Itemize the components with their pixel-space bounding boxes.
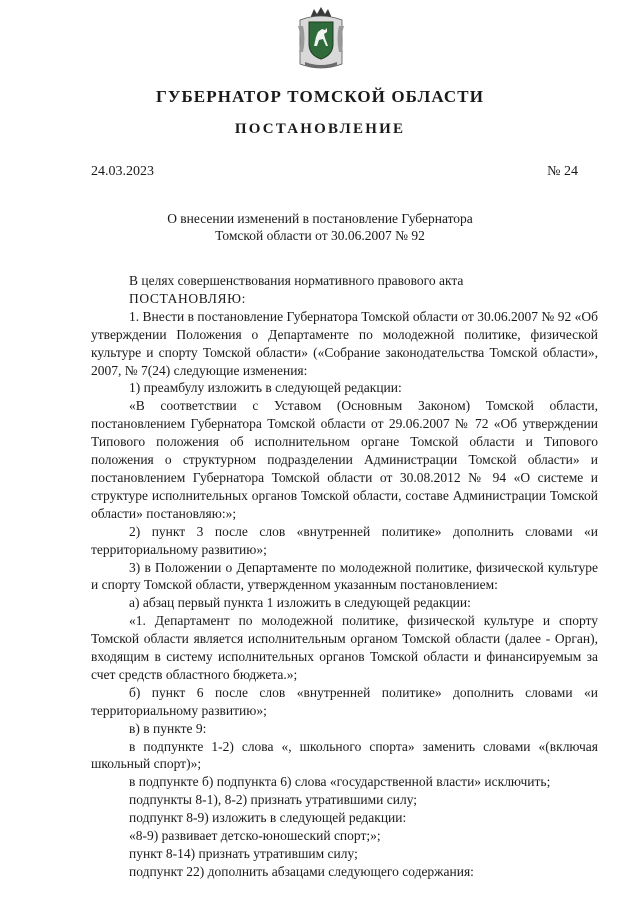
paragraph: в подпункте б) подпункта 6) слова «государственной власти» исключить; (129, 774, 551, 790)
paragraph: «8-9) развивает детско-юношеский спорт;»; (129, 828, 381, 844)
paragraph: «В соответствии с Уставом (Основным Законом) Томской области, постановлением Губернатора Томской области от 29.06.2007 № 72 «Об утверждении Типового положения об исполнительном органе Томской области и Типового положения о структурном подразделении Администрации Томской области» и постановлением Губернатора Томской области от 30.08.2012 № 94 «О системе и структуре исполнительных органов Томской области, составе Администрации Томской области» постановляю:»; (91, 398, 598, 521)
tomsk-coat-of-arms-icon (296, 6, 346, 72)
document-number: № 24 (547, 164, 578, 179)
paragraph: подпункт 8-9) изложить в следующей редакции: (129, 810, 407, 826)
document-type: ПОСТАНОВЛЕНИЕ (234, 121, 406, 137)
document-subject (0, 210, 640, 244)
paragraph: 3) в Положении о Департаменте по молодежной политике, физической культуре и спорту Томской области, утвержденном указанным постановлением: (91, 559, 598, 593)
paragraph: В целях совершенствования нормативного правового акта (129, 273, 464, 288)
paragraph: в) в пункте 9: (129, 720, 207, 736)
paragraph: пункт 8-14) признать утратившим силу; (129, 846, 358, 861)
subject-line: О внесении изменений в постановление Губернатора (167, 211, 473, 226)
paragraph: в подпункте 1-2) слова «, школьного спорта» заменить словами «(включая школьный спорт)»; (91, 738, 598, 772)
paragraph: «1. Департамент по молодежной политике, физической культуре и спорту Томской области является исполнительным органом Томской области (далее - Орган), входящим в систему исполнительных органов Томской области и финансируемым за счет средств областного бюджета.»; (91, 613, 598, 682)
paragraph: подпункт 22) дополнить абзацами следующего содержания: (129, 863, 474, 879)
paragraph: а) абзац первый пункта 1 изложить в следующей редакции: (129, 595, 471, 611)
paragraph: 1. Внести в постановление Губернатора Томской области от 30.06.2007 № 92 «Об утверждении Положения о Департаменте по молодежной политике, физической культуре и спорту Томской области» («Собрание законодательства Томской области», 2007, № 7(24) следующие изменения: (91, 308, 598, 378)
document-body (91, 272, 598, 881)
decree-word: ПОСТАНОВЛЯЮ: (129, 290, 246, 306)
governor-title: ГУБЕРНАТОР ТОМСКОЙ ОБЛАСТИ (155, 87, 485, 106)
subject-line: Томской области от 30.06.2007 № 92 (215, 228, 425, 243)
paragraph: 2) пункт 3 после слов «внутренней политике» дополнить словами «и территориальному развитию»; (91, 523, 598, 557)
document-date: 24.03.2023 (91, 164, 154, 179)
paragraph: подпункты 8-1), 8-2) признать утратившими силу; (129, 792, 418, 808)
paragraph: 1) преамбулу изложить в следующей редакции: (129, 380, 402, 396)
paragraph: б) пункт 6 после слов «внутренней политике» дополнить словами «и территориальному развитию»; (91, 684, 598, 718)
